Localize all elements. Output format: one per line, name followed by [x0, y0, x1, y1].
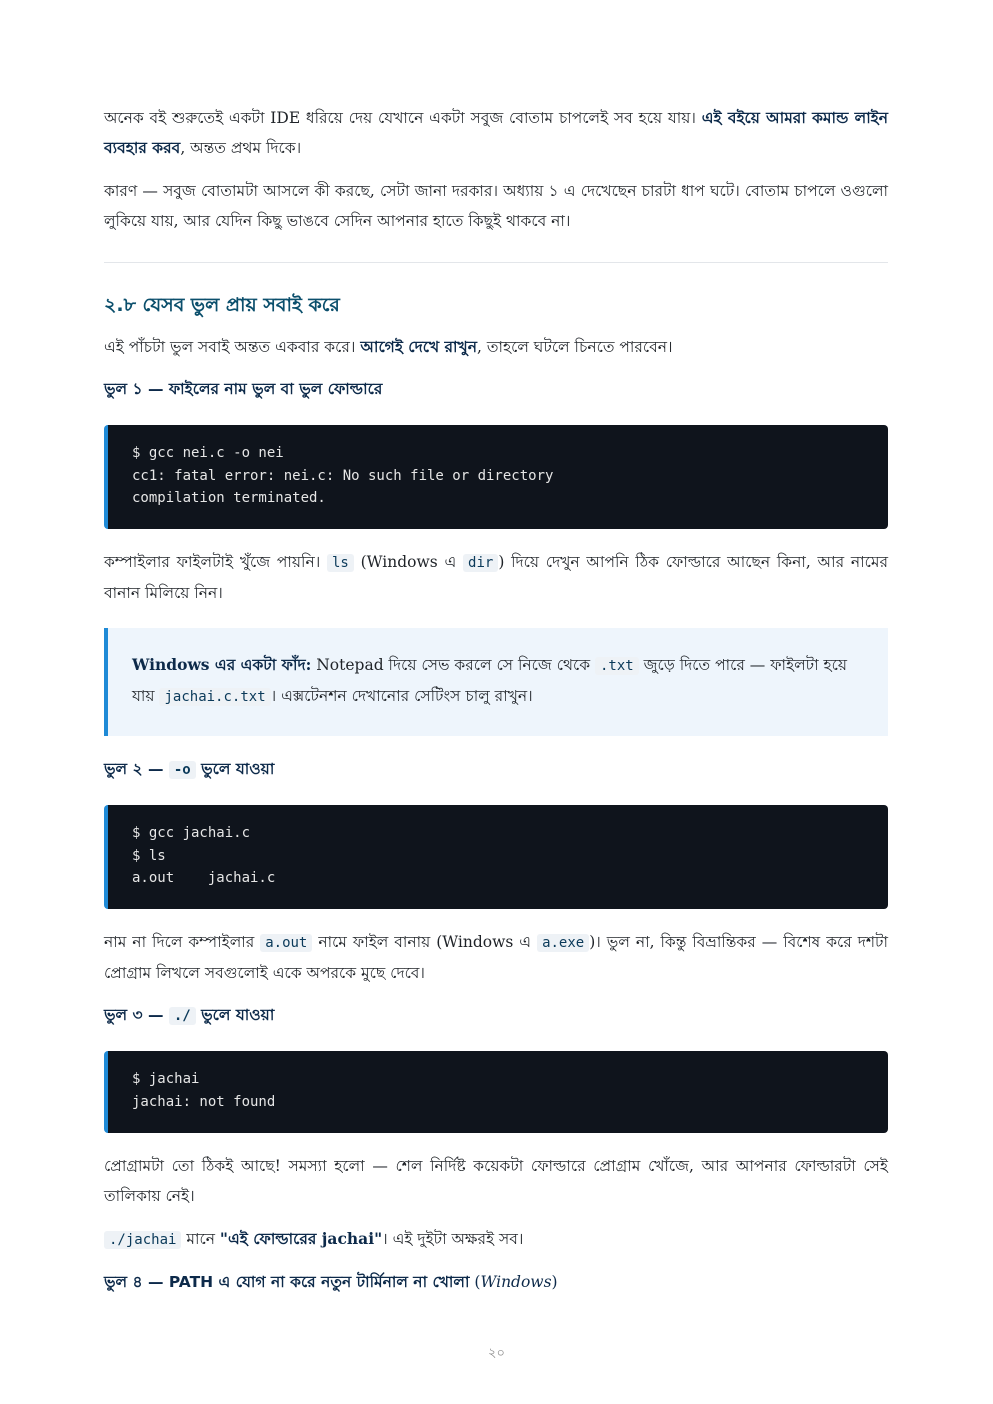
inline-code-txt: .txt: [595, 657, 639, 675]
mistake-1-heading: ভুল ১ — ফাইলের নাম ভুল বা ভুল ফোল্ডারে: [104, 380, 383, 398]
inline-code-dir: dir: [463, 554, 498, 572]
page-number: ২০: [488, 1346, 505, 1361]
inline-code-aexe: a.exe: [537, 934, 589, 952]
code-line: cc1: fatal error: nei.c: No such file or directory: [132, 467, 554, 484]
mistake-3-heading: ভুল ৩ — ./ ভুলে যাওয়া: [104, 1006, 275, 1024]
inline-code-dot-slash: ./: [169, 1007, 196, 1025]
code-line: $ ls: [132, 847, 166, 864]
inline-code-ls: ls: [327, 554, 354, 572]
mistake-3-code-block: [104, 1051, 888, 1133]
mistake-3-run-note: ./jachai মানে "এই ফোল্ডারের jachai"। এই দুইটা অক্ষরই সব।: [104, 1224, 888, 1255]
inline-code-run: ./jachai: [104, 1231, 181, 1249]
windows-trap-callout: Windows এর একটা ফাঁদ: Notepad দিয়ে সেভ করলে সে নিজে থেকে .txt জুড়ে দিতে পারে — ফাইলটা হয়ে যায় jachai.c.txt । এক্সটেনশন দেখানোর সেটিংস চালু রাখুন।: [104, 628, 888, 736]
callout-label: Windows এর একটা ফাঁদ:: [132, 655, 312, 674]
inline-code-aout: a.out: [260, 934, 312, 952]
mistake-3-explanation: প্রোগ্রামটা তো ঠিকই আছে! সমস্যা হলো — শেল নির্দিষ্ট কয়েকটা ফোল্ডারে প্রোগ্রাম খোঁজে, আর আপনার ফোল্ডারটা সেই তালিকায় নেই।: [104, 1157, 888, 1205]
mistake-4-heading: ভুল ৪ — PATH এ যোগ না করে নতুন টার্মিনাল না খোলা (Windows): [104, 1273, 558, 1291]
mistake-2-code-block: [104, 805, 888, 909]
code-line: $ gcc jachai.c: [132, 825, 251, 841]
mistake-2-explanation: নাম না দিলে কম্পাইলার a.out নামে ফাইল বানায় (Windows এ a.exe )। ভুল না, কিন্তু বিভ্রান্তিকর — বিশেষ করে দশটা প্রোগ্রাম লিখলে সবগুলোই একে অপরকে মুছে দেবে।: [104, 933, 888, 982]
code-line: $ gcc nei.c -o nei: [132, 445, 284, 461]
code-line: jachai: not found: [132, 1093, 276, 1110]
section-lead: এই পাঁচটা ভুল সবাই অন্তত একবার করে। আগেই দেখে রাখুন, তাহলে ঘটলে চিনতে পারবেন।: [104, 337, 673, 356]
inline-code-filename: jachai.c.txt: [159, 688, 270, 706]
code-line: compilation terminated.: [132, 490, 326, 506]
inline-code-o-flag: -o: [169, 761, 196, 779]
intro-paragraph-1: অনেক বই শুরুতেই একটা IDE ধরিয়ে দেয় যেখানে একটা সবুজ বোতাম চাপলেই সব হয়ে যায়। এই বইয়ে আমরা কমান্ড লাইন ব্যবহার করব, অন্তত প্রথম দিকে।: [104, 108, 888, 157]
section-divider: [104, 262, 888, 263]
section-heading: ২.৮ যেসব ভুল প্রায় সবাই করে: [104, 294, 340, 316]
code-line: a.out jachai.c: [132, 870, 276, 886]
mistake-1-code-block: [104, 425, 888, 529]
code-line: $ jachai: [132, 1071, 200, 1087]
mistake-1-explanation: কম্পাইলার ফাইলটাই খুঁজে পায়নি। ls (Windows এ dir ) দিয়ে দেখুন আপনি ঠিক ফোল্ডারে আছেন কিনা, আর নামের বানান মিলিয়ে নিন।: [104, 553, 889, 602]
mistake-2-heading: ভুল ২ — -o ভুলে যাওয়া: [104, 760, 275, 778]
intro-paragraph-2: কারণ — সবুজ বোতামটা আসলে কী করছে, সেটা জানা দরকার। অধ্যায় ১ এ দেখেছেন চারটা ধাপ ঘটে। বোতাম চাপলে ওগুলো লুকিয়ে যায়, আর যেদিন কিছু ভাঙবে সেদিন আপনার হাতে কিছুই থাকবে না।: [104, 182, 888, 230]
